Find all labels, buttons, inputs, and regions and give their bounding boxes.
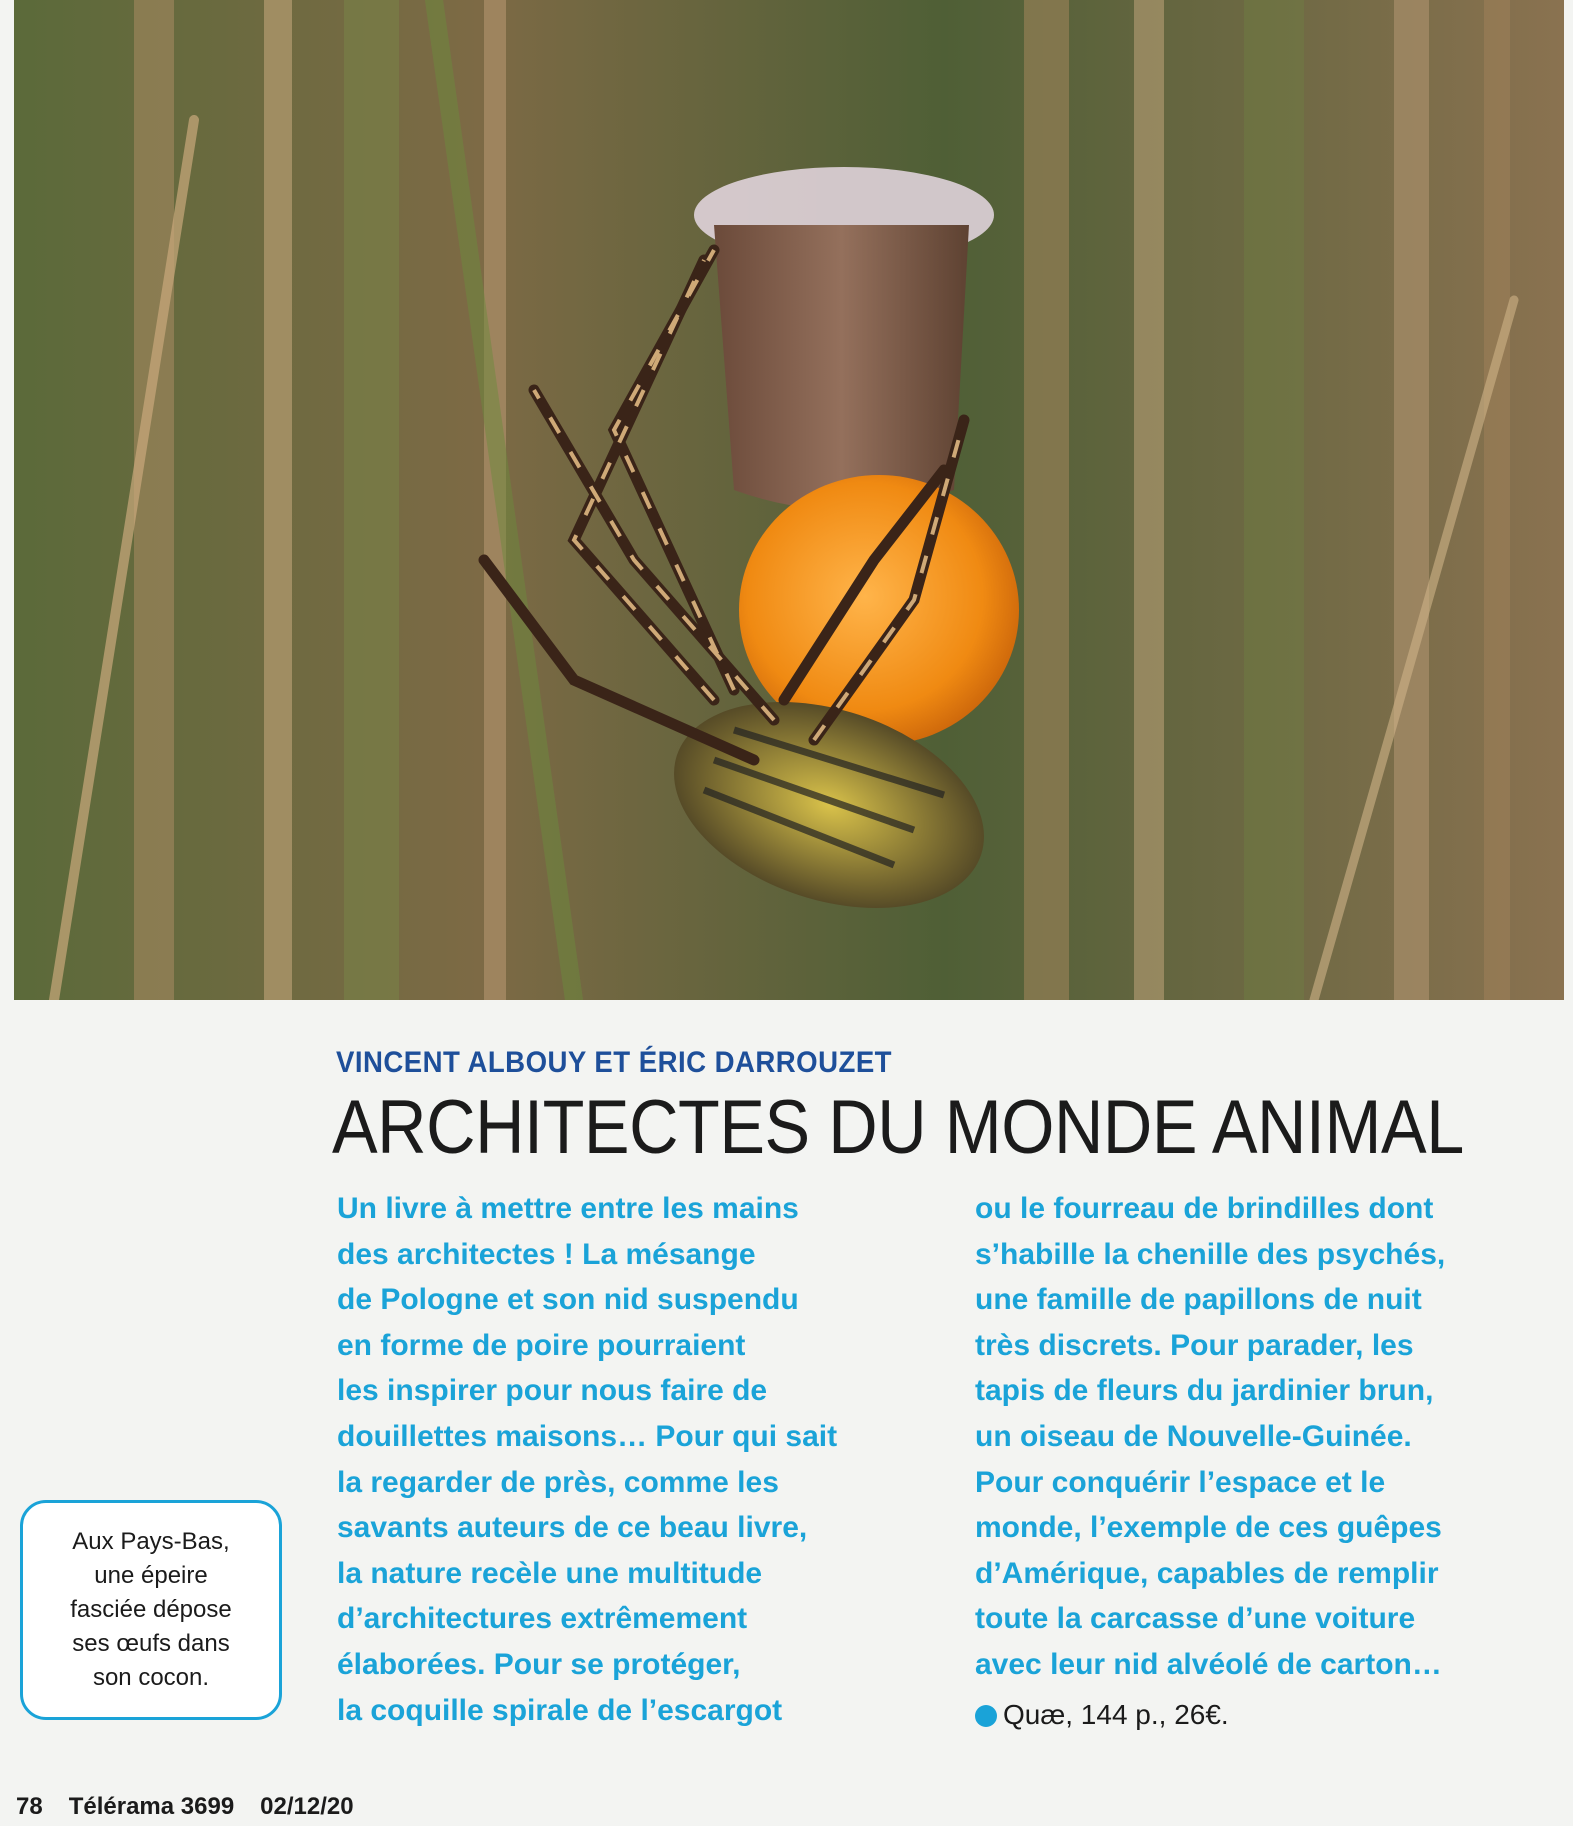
body-line: la coquille spirale de l’escargot: [337, 1693, 783, 1727]
article-photo: [14, 0, 1564, 1000]
body-line: monde, l’exemple de ces guêpes: [975, 1511, 1442, 1545]
body-line: ou le fourreau de brindilles dont: [975, 1192, 1434, 1225]
publisher-credit: [975, 1692, 1535, 1738]
body-line: d’architectures extrêmement: [337, 1602, 748, 1636]
body-line: avec leur nid alvéolé de carton…: [975, 1647, 1442, 1681]
caption-line: une épeire: [94, 1562, 208, 1589]
caption-line: ses œufs dans: [72, 1630, 230, 1657]
body-line: Pour conquérir l’espace et le: [975, 1465, 1386, 1499]
body-line: s’habille la chenille des psychés,: [975, 1237, 1446, 1271]
body-line: de Pologne et son nid suspendu: [337, 1283, 799, 1317]
body-line: un oiseau de Nouvelle-Guinée.: [975, 1419, 1412, 1453]
caption-line: Aux Pays-Bas,: [72, 1528, 230, 1555]
body-line: la regarder de près, comme les: [337, 1465, 779, 1499]
body-line: Un livre à mettre entre les mains: [337, 1192, 799, 1225]
body-line: tapis de fleurs du jardinier brun,: [975, 1374, 1434, 1408]
caption-line: fasciée dépose: [70, 1596, 232, 1623]
body-line: toute la carcasse d’une voiture: [975, 1602, 1416, 1636]
caption-line: son cocon.: [92, 1664, 210, 1691]
body-line: les inspirer pour nous faire de: [337, 1374, 768, 1408]
article-authors: VINCENT ALBOUY ET ÉRIC DARROUZET: [336, 1046, 893, 1079]
body-line: douillettes maisons… Pour qui sait: [337, 1419, 838, 1453]
body-line: une famille de papillons de nuit: [975, 1283, 1422, 1317]
body-line: des architectes ! La mésange: [337, 1237, 756, 1271]
article-body-right-column: [975, 1186, 1535, 1737]
magazine-issue: Télérama 3699: [68, 1793, 235, 1820]
body-line: en forme de poire pourraient: [337, 1328, 746, 1362]
publisher-credit-text: Quæ, 144 p., 26€.: [1003, 1698, 1229, 1730]
page-number: 78: [16, 1793, 43, 1820]
body-line: savants auteurs de ce beau livre,: [337, 1511, 808, 1545]
article-title: ARCHITECTES DU MONDE ANIMAL: [332, 1085, 1464, 1170]
body-line: élaborées. Pour se protéger,: [337, 1647, 741, 1681]
issue-date: 02/12/20: [260, 1793, 354, 1820]
bullet-dot-icon: [975, 1705, 997, 1727]
body-line: la nature recèle une multitude: [337, 1556, 763, 1590]
page-footer: [16, 1793, 380, 1821]
photo-caption: [20, 1500, 282, 1720]
article-body-left-column: [337, 1186, 897, 1733]
body-line: d’Amérique, capables de remplir: [975, 1556, 1439, 1590]
body-line: très discrets. Pour parader, les: [975, 1328, 1414, 1362]
spider-photo-illustration: [14, 0, 1564, 1000]
